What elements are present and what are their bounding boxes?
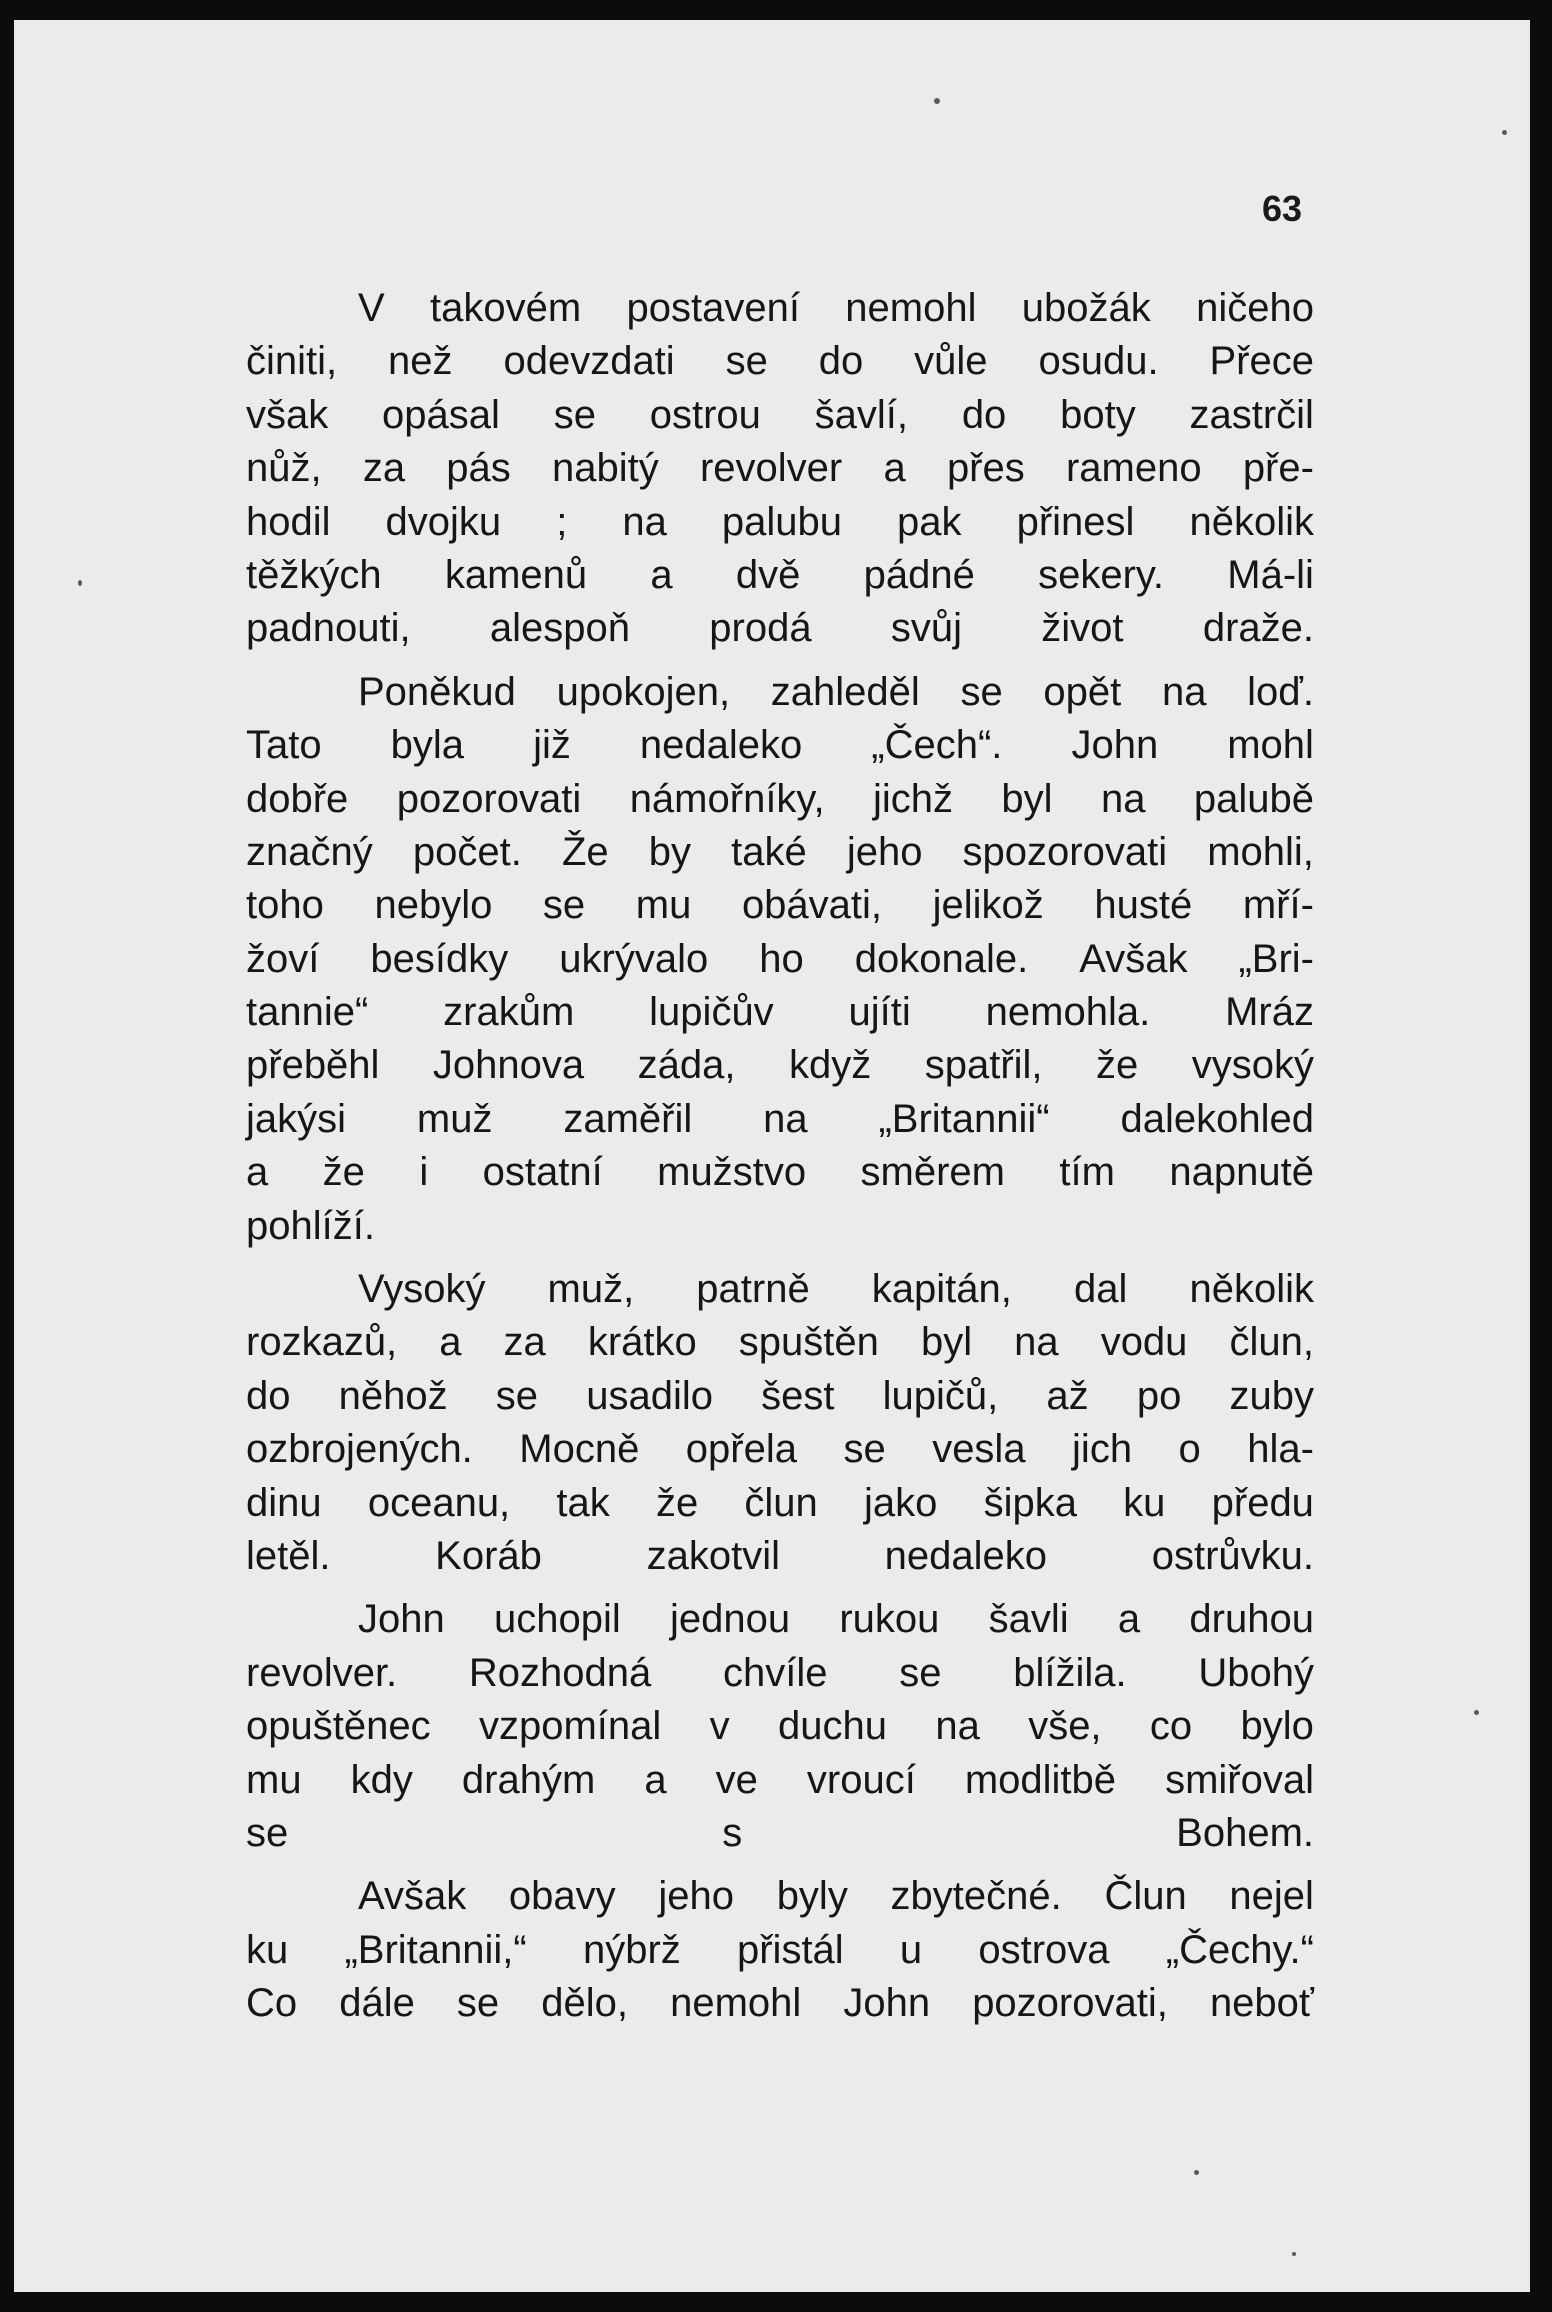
word: však bbox=[246, 392, 329, 437]
word: se bbox=[456, 1981, 500, 2026]
text-line bbox=[246, 1700, 1314, 1753]
text-line bbox=[246, 1039, 1314, 1092]
word: do bbox=[961, 392, 1007, 437]
word: pře- bbox=[1242, 446, 1314, 491]
paragraph bbox=[246, 1870, 1314, 2030]
word: zaměřil bbox=[563, 1096, 693, 1141]
word: mohli, bbox=[1207, 829, 1314, 874]
word: Mráz bbox=[1225, 990, 1314, 1035]
word: zuby bbox=[1229, 1373, 1314, 1418]
text-line: letěl. Koráb zakotvil nedaleko ostrůvku. bbox=[246, 1533, 1314, 1578]
word: než bbox=[388, 339, 453, 384]
word: ; bbox=[556, 499, 568, 544]
word: na bbox=[622, 499, 667, 544]
word: přes bbox=[946, 446, 1025, 491]
word: přistál bbox=[736, 1927, 844, 1972]
word: námořníky, bbox=[629, 776, 825, 821]
word: krátko bbox=[587, 1320, 697, 1365]
word: Tato bbox=[246, 723, 322, 768]
word: postavení bbox=[626, 286, 800, 330]
word: tak bbox=[556, 1480, 610, 1525]
word: John bbox=[358, 1597, 445, 1642]
word: šavlí, bbox=[814, 392, 909, 437]
text-line bbox=[246, 773, 1314, 826]
word: přeběhl bbox=[246, 1043, 380, 1088]
word: rameno bbox=[1065, 446, 1202, 491]
word: pozorovati bbox=[396, 776, 582, 821]
word: loď. bbox=[1247, 669, 1314, 714]
word: zastrčil bbox=[1189, 392, 1314, 437]
word: mu bbox=[246, 1757, 302, 1802]
word: že bbox=[322, 1150, 365, 1195]
word: hodil bbox=[246, 499, 331, 544]
word: ho bbox=[759, 936, 804, 981]
word: muž bbox=[416, 1096, 493, 1141]
word: nýbrž bbox=[582, 1927, 681, 1972]
word: patrně bbox=[696, 1267, 810, 1312]
word: se bbox=[899, 1650, 942, 1695]
word: byl bbox=[920, 1320, 973, 1365]
word: jednou bbox=[669, 1597, 791, 1642]
word: šavli bbox=[988, 1597, 1069, 1642]
word: vše, bbox=[1028, 1704, 1102, 1749]
word: toho bbox=[246, 883, 324, 928]
word: pak bbox=[897, 499, 962, 544]
word: za bbox=[362, 446, 406, 491]
word: mužstvo bbox=[657, 1150, 807, 1195]
word: na bbox=[1014, 1320, 1059, 1365]
page-number: 63 bbox=[1262, 188, 1303, 229]
word: na bbox=[763, 1096, 808, 1141]
word: několik bbox=[1189, 1267, 1314, 1312]
word: a bbox=[644, 1757, 667, 1802]
text-line bbox=[246, 1924, 1314, 1977]
text-line: se s Bohem. bbox=[246, 1810, 1314, 1855]
text-line bbox=[246, 1093, 1314, 1146]
word: lupičův bbox=[649, 990, 774, 1035]
word: za bbox=[503, 1320, 546, 1365]
word: Poněkud bbox=[358, 669, 516, 714]
text-line bbox=[246, 1754, 1314, 1807]
paragraph bbox=[246, 1593, 1314, 1860]
word: obavy bbox=[508, 1874, 616, 1919]
word: o bbox=[1178, 1427, 1201, 1472]
word: u bbox=[899, 1927, 923, 1972]
word: oceanu, bbox=[367, 1480, 511, 1525]
word: jelikož bbox=[932, 883, 1044, 928]
word: opuštěnec bbox=[246, 1704, 431, 1749]
word: bylo bbox=[1240, 1704, 1314, 1749]
word: mu bbox=[635, 883, 692, 928]
word: se bbox=[542, 883, 586, 928]
word: co bbox=[1149, 1704, 1193, 1749]
word: by bbox=[648, 829, 691, 874]
word: drahým bbox=[461, 1757, 596, 1802]
word: dal bbox=[1073, 1267, 1128, 1312]
text-line bbox=[246, 719, 1314, 772]
word: až bbox=[1046, 1373, 1089, 1418]
word: rozkazů, bbox=[246, 1320, 398, 1365]
word: husté bbox=[1094, 883, 1193, 928]
word: upokojen, bbox=[556, 669, 731, 714]
word: dále bbox=[339, 1981, 415, 2026]
scan-speck bbox=[1474, 1710, 1479, 1715]
word: vroucí bbox=[806, 1757, 916, 1802]
word: pás bbox=[446, 446, 511, 491]
word: když bbox=[788, 1043, 872, 1088]
word: mří- bbox=[1242, 883, 1314, 928]
word: Co bbox=[246, 1981, 298, 2026]
word: a bbox=[1117, 1597, 1141, 1642]
word: obávati, bbox=[741, 883, 883, 928]
word: jichž bbox=[872, 776, 954, 821]
word: takovém bbox=[430, 286, 582, 330]
word: šipka bbox=[983, 1480, 1077, 1525]
word: do bbox=[246, 1373, 291, 1418]
word: vesla bbox=[932, 1427, 1026, 1472]
text-line bbox=[246, 879, 1314, 932]
word: Avšak bbox=[1079, 936, 1188, 981]
word: palubě bbox=[1193, 776, 1314, 821]
word: po bbox=[1136, 1373, 1182, 1418]
paragraph bbox=[246, 666, 1314, 1253]
paragraph bbox=[246, 1263, 1314, 1583]
text-line bbox=[246, 1263, 1314, 1316]
text-line bbox=[246, 986, 1314, 1039]
word: duchu bbox=[777, 1704, 887, 1749]
word: že bbox=[655, 1480, 699, 1525]
word: Mocně bbox=[519, 1427, 640, 1472]
scan-speck bbox=[1292, 2252, 1296, 2256]
word: tannie“ bbox=[246, 990, 369, 1035]
scan-speck bbox=[1502, 130, 1507, 135]
word: již bbox=[533, 723, 571, 768]
word: Přece bbox=[1209, 339, 1314, 384]
word: Má-li bbox=[1227, 552, 1314, 597]
word: se bbox=[553, 392, 596, 437]
word: několik bbox=[1189, 499, 1314, 544]
word: člun bbox=[744, 1480, 818, 1525]
word: dalekohled bbox=[1120, 1096, 1314, 1141]
text-line bbox=[246, 282, 1314, 335]
text-line bbox=[246, 933, 1314, 986]
text-line bbox=[246, 1423, 1314, 1476]
word: jeho bbox=[846, 829, 923, 874]
word: Člun bbox=[1104, 1874, 1187, 1919]
word: nůž, bbox=[246, 446, 322, 491]
word: nejel bbox=[1229, 1874, 1314, 1919]
word: že bbox=[1096, 1043, 1139, 1088]
word: na bbox=[1161, 669, 1207, 714]
word: blížila. bbox=[1013, 1650, 1127, 1695]
word: muž, bbox=[547, 1267, 635, 1312]
text-line bbox=[246, 1647, 1314, 1700]
scan-speck bbox=[934, 98, 940, 104]
word: i bbox=[419, 1150, 429, 1195]
text-line bbox=[246, 1316, 1314, 1369]
word: žoví bbox=[246, 936, 320, 981]
word: v bbox=[709, 1704, 730, 1749]
word: vůle bbox=[914, 339, 988, 384]
word: opásal bbox=[382, 392, 500, 437]
word: jakýsi bbox=[246, 1096, 347, 1141]
word: ničeho bbox=[1196, 286, 1314, 330]
word: spuštěn bbox=[738, 1320, 879, 1365]
text-line bbox=[246, 1146, 1314, 1199]
word: byl bbox=[1001, 776, 1053, 821]
word: těžkých bbox=[246, 552, 382, 597]
text-line: padnouti, alespoň prodá svůj život draže. bbox=[246, 606, 1314, 651]
word: nemohl bbox=[845, 286, 977, 330]
word: dobře bbox=[246, 776, 349, 821]
word: se bbox=[495, 1373, 539, 1418]
word: kamenů bbox=[444, 552, 588, 597]
word: a bbox=[650, 552, 673, 597]
word: lupičů, bbox=[882, 1373, 999, 1418]
word: revolver. bbox=[246, 1650, 398, 1695]
word: modlitbě bbox=[964, 1757, 1117, 1802]
word: John bbox=[843, 1981, 931, 2026]
word: záda, bbox=[637, 1043, 736, 1088]
word: se bbox=[960, 669, 1003, 714]
word: nemohl bbox=[670, 1981, 802, 2026]
word: značný bbox=[246, 829, 373, 874]
word: nedaleko bbox=[639, 723, 803, 768]
word: hla- bbox=[1247, 1427, 1314, 1472]
word: John bbox=[1071, 723, 1159, 768]
word: ku bbox=[1123, 1480, 1166, 1525]
word: ostrou bbox=[649, 392, 761, 437]
word: na bbox=[935, 1704, 980, 1749]
word: dělo, bbox=[541, 1981, 628, 2026]
word: Johnova bbox=[432, 1043, 585, 1088]
word: Ubohý bbox=[1198, 1650, 1314, 1695]
word: ozbrojených. bbox=[246, 1427, 473, 1472]
word: nabitý bbox=[552, 446, 659, 491]
word: ve bbox=[715, 1757, 758, 1802]
word: kdy bbox=[350, 1757, 413, 1802]
text-line: pohlíží. bbox=[246, 1203, 375, 1248]
word: besídky bbox=[370, 936, 509, 981]
word: dokonale. bbox=[854, 936, 1029, 981]
word: a bbox=[883, 446, 906, 491]
word: neboť bbox=[1209, 1981, 1314, 2026]
word: a bbox=[439, 1320, 462, 1365]
text-line bbox=[246, 1977, 1314, 2030]
word: palubu bbox=[721, 499, 843, 544]
word: na bbox=[1100, 776, 1146, 821]
text-line bbox=[246, 1370, 1314, 1423]
word: sekery. bbox=[1038, 552, 1165, 597]
word: zahleděl bbox=[770, 669, 920, 714]
word: „Britannii,“ bbox=[344, 1927, 527, 1972]
word: opět bbox=[1043, 669, 1122, 714]
text-line bbox=[246, 1593, 1314, 1646]
word: usadilo bbox=[586, 1373, 713, 1418]
word: uchopil bbox=[493, 1597, 621, 1642]
text-line bbox=[246, 496, 1314, 549]
word: vzpomínal bbox=[478, 1704, 662, 1749]
word: ostatní bbox=[482, 1150, 603, 1195]
word: člun, bbox=[1229, 1320, 1314, 1365]
word: „Bri- bbox=[1238, 936, 1314, 981]
word: také bbox=[731, 829, 807, 874]
word: rukou bbox=[839, 1597, 940, 1642]
text-line bbox=[246, 442, 1314, 495]
word: byla bbox=[390, 723, 465, 768]
word: boty bbox=[1060, 392, 1136, 437]
text-line bbox=[246, 549, 1314, 602]
word: jako bbox=[863, 1480, 938, 1525]
word: napnutě bbox=[1169, 1150, 1314, 1195]
word: přinesl bbox=[1016, 499, 1135, 544]
word: počet. bbox=[412, 829, 522, 874]
word: zbytečné. bbox=[890, 1874, 1062, 1919]
word: Rozhodná bbox=[468, 1650, 652, 1695]
word: nemohla. bbox=[985, 990, 1151, 1035]
text-line bbox=[246, 1870, 1314, 1923]
word: se bbox=[843, 1427, 886, 1472]
text-line bbox=[246, 335, 1314, 388]
word: něhož bbox=[338, 1373, 448, 1418]
text-line bbox=[246, 826, 1314, 879]
word: předu bbox=[1211, 1480, 1314, 1525]
word: Vysoký bbox=[358, 1267, 486, 1312]
word: ubožák bbox=[1021, 286, 1151, 330]
paragraph bbox=[246, 282, 1314, 656]
text-line bbox=[246, 666, 1314, 719]
word: opřela bbox=[685, 1427, 797, 1472]
word: tím bbox=[1059, 1150, 1115, 1195]
word: zrakům bbox=[443, 990, 575, 1035]
word: Avšak bbox=[358, 1874, 467, 1919]
word: šest bbox=[761, 1373, 835, 1418]
word: V bbox=[358, 286, 385, 330]
word: vodu bbox=[1100, 1320, 1188, 1365]
word: jich bbox=[1072, 1427, 1133, 1472]
word: do bbox=[818, 339, 864, 384]
scan-speck bbox=[1194, 2170, 1199, 2175]
word: vysoký bbox=[1191, 1043, 1314, 1088]
word: smiřoval bbox=[1165, 1757, 1314, 1802]
word: Že bbox=[561, 829, 609, 874]
word: dvojku bbox=[385, 499, 502, 544]
word: „Čech“. bbox=[871, 723, 1003, 768]
scan-speck bbox=[78, 580, 82, 586]
word: nebylo bbox=[374, 883, 493, 928]
word: a bbox=[246, 1150, 269, 1195]
word: mohl bbox=[1227, 723, 1314, 768]
word: „Čechy.“ bbox=[1165, 1927, 1314, 1972]
word: dinu bbox=[246, 1480, 322, 1525]
word: pádné bbox=[863, 552, 975, 597]
word: revolver bbox=[699, 446, 843, 491]
body-text bbox=[246, 282, 1314, 2041]
word: dvě bbox=[735, 552, 801, 597]
word: odevzdati bbox=[503, 339, 675, 384]
word: ukrývalo bbox=[559, 936, 709, 981]
word: druhou bbox=[1189, 1597, 1314, 1642]
word: osudu. bbox=[1038, 339, 1159, 384]
text-line bbox=[246, 389, 1314, 442]
word: ku bbox=[246, 1927, 289, 1972]
word: ostrova bbox=[978, 1927, 1110, 1972]
word: směrem bbox=[860, 1150, 1005, 1195]
word: byly bbox=[776, 1874, 848, 1919]
book-page bbox=[14, 20, 1530, 2292]
word: pozorovati, bbox=[972, 1981, 1168, 2026]
text-line bbox=[246, 1477, 1314, 1530]
word: ujíti bbox=[848, 990, 911, 1035]
word: spatřil, bbox=[924, 1043, 1043, 1088]
word: chvíle bbox=[723, 1650, 828, 1695]
word: „Britannii“ bbox=[878, 1096, 1050, 1141]
word: činiti, bbox=[246, 339, 338, 384]
word: jeho bbox=[658, 1874, 734, 1919]
word: se bbox=[725, 339, 768, 384]
word: spozorovati bbox=[962, 829, 1168, 874]
word: kapitán, bbox=[871, 1267, 1012, 1312]
